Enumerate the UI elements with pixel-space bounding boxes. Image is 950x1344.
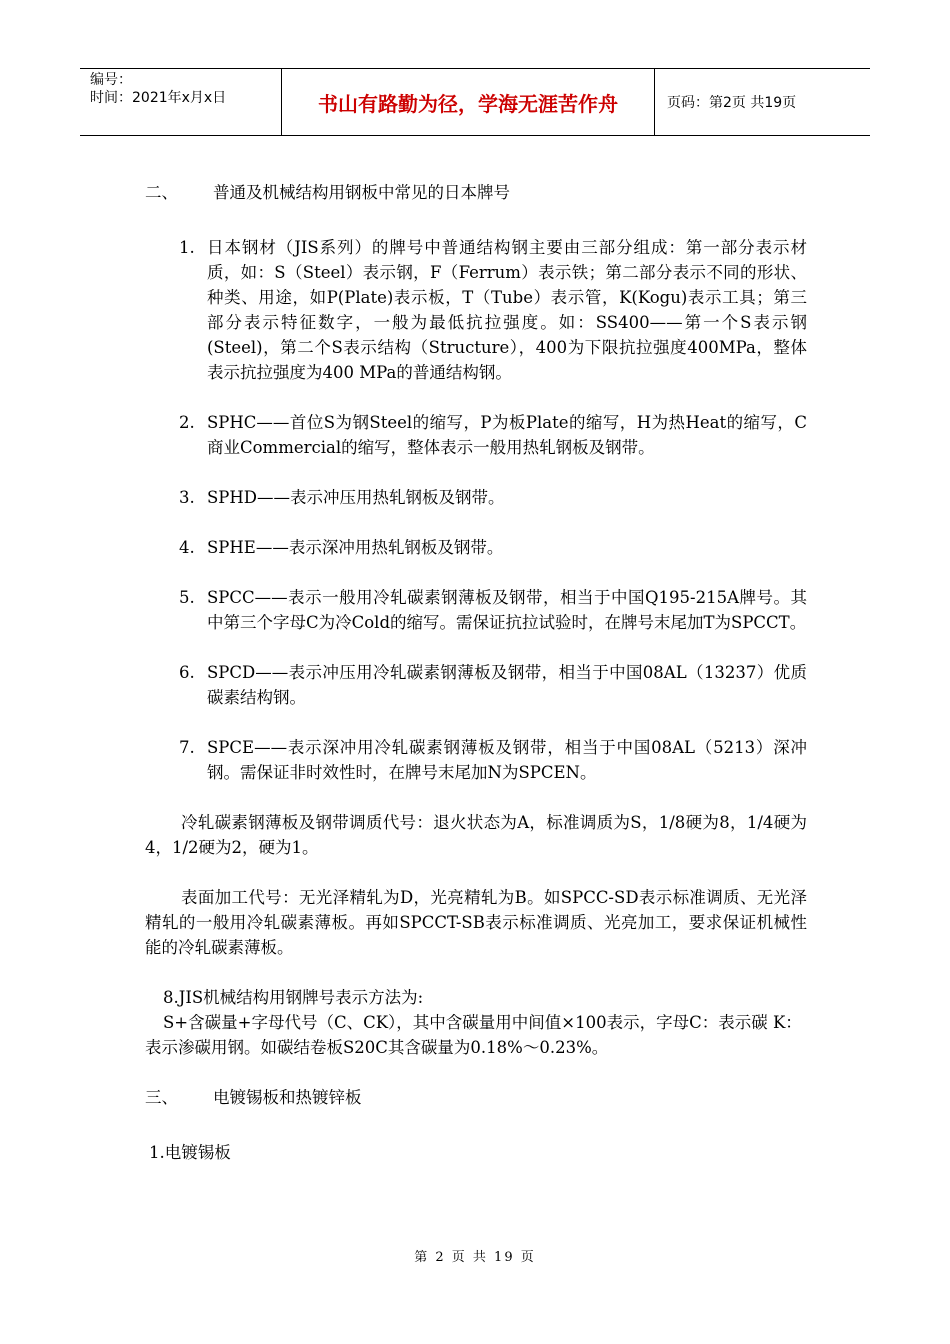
item-number: 7. (179, 738, 195, 757)
item-text: SPHC——首位S为钢Steel的缩写，P为板Plate的缩写，H为热Heat的缩写，C商业Commercial的缩写，整体表示一般用热轧钢板及钢带。 (207, 413, 807, 457)
surface-code-paragraph: 表面加工代号：无光泽精轧为D，光亮精轧为B。如SPCC-SD表示标准调质、无光泽精轧的一般用冷轧碳素薄板。再如SPCCT-SB表示标准调质、光亮加工，要求保证机械性能的冷轧碳素薄板。 (145, 888, 807, 957)
page-footer: 第 2 页 共 19 页 (414, 1250, 536, 1265)
jis-body-line: S+含碳量+字母代号（C、CK），其中含碳量用中间值×100表示，字母C：表示碳 K：表示渗碳用钢。如碳结卷板S20C其含碳量为0.18%～0.23%。 (145, 1013, 802, 1057)
section-title: 电镀锡板和热镀锌板 (213, 1088, 362, 1107)
numbered-list (145, 235, 807, 785)
list-item (179, 735, 807, 785)
header-table (80, 68, 870, 136)
item-text: SPCD——表示冲压用冷轧碳素钢薄板及钢带，相当于中国08AL（13237）优质碳素结构钢。 (207, 663, 807, 707)
item-number: 4. (179, 538, 195, 557)
section-heading-2 (145, 180, 807, 205)
section-number: 三、 (145, 1088, 178, 1107)
item-number: 5. (179, 588, 195, 607)
item-number: 3. (179, 488, 195, 507)
list-item (179, 660, 807, 710)
motto: 书山有路勤为径，学海无涯苦作舟 (282, 69, 655, 135)
header-meta (80, 69, 282, 135)
list-item (179, 535, 807, 560)
temper-code-paragraph: 冷轧碳素钢薄板及钢带调质代号：退火状态为A，标准调质为S，1/8硬为8，1/4硬为4，1/2硬为2，硬为1。 (145, 813, 807, 857)
section-title: 普通及机械结构用钢板中常见的日本牌号 (213, 183, 510, 202)
list-item (179, 410, 807, 460)
jis-machine-steel-paragraph (145, 985, 807, 1060)
item-text: SPCC——表示一般用冷轧碳素钢薄板及钢带，相当于中国Q195-215A牌号。其中第三个字母C为冷Cold的缩写。需保证抗拉试验时，在牌号末尾加T为SPCCT。 (207, 588, 807, 632)
item-text: SPHE——表示深冲用热轧钢板及钢带。 (207, 538, 504, 557)
document-body (145, 180, 807, 1165)
page-info: 页码：第2页 共19页 (667, 95, 797, 111)
item-number: 6. (179, 663, 195, 682)
list-item (179, 485, 807, 510)
item-text: SPHD——表示冲压用热轧钢板及钢带。 (207, 488, 505, 507)
item-text: SPCE——表示深冲用冷轧碳素钢薄板及钢带，相当于中国08AL（5213）深冲钢。需保证非时效性时，在牌号末尾加N为SPCEN。 (207, 738, 807, 782)
list-item (179, 585, 807, 635)
jis-heading-line: 8.JIS机械结构用钢牌号表示方法为: (163, 988, 424, 1007)
code-label: 编号： (90, 72, 132, 88)
section-heading-3 (145, 1085, 807, 1110)
time-label: 时间：2021年x月x日 (90, 90, 227, 106)
item-number: 2. (179, 413, 195, 432)
list-item (179, 235, 807, 385)
item-number: 1. (179, 238, 195, 257)
subheading-tinplate: 1.电镀锡板 (149, 1143, 231, 1162)
section-number: 二、 (145, 183, 178, 202)
item-text: 日本钢材（JIS系列）的牌号中普通结构钢主要由三部分组成：第一部分表示材质，如：S（Steel）表示钢，F（Ferrum）表示铁；第二部分表示不同的形状、种类、用途，如P(Plate)表示板，T（Tube）表示管，K(Kogu)表示工具；第三部分表示特征数字，一般为最低抗拉强度。如：SS400——第一个S表示钢(Steel)，第二个S表示结构（Structure），400为下限抗拉强度400MPa，整体表示抗拉强度为400 MPa的普通结构钢。 (207, 238, 807, 382)
